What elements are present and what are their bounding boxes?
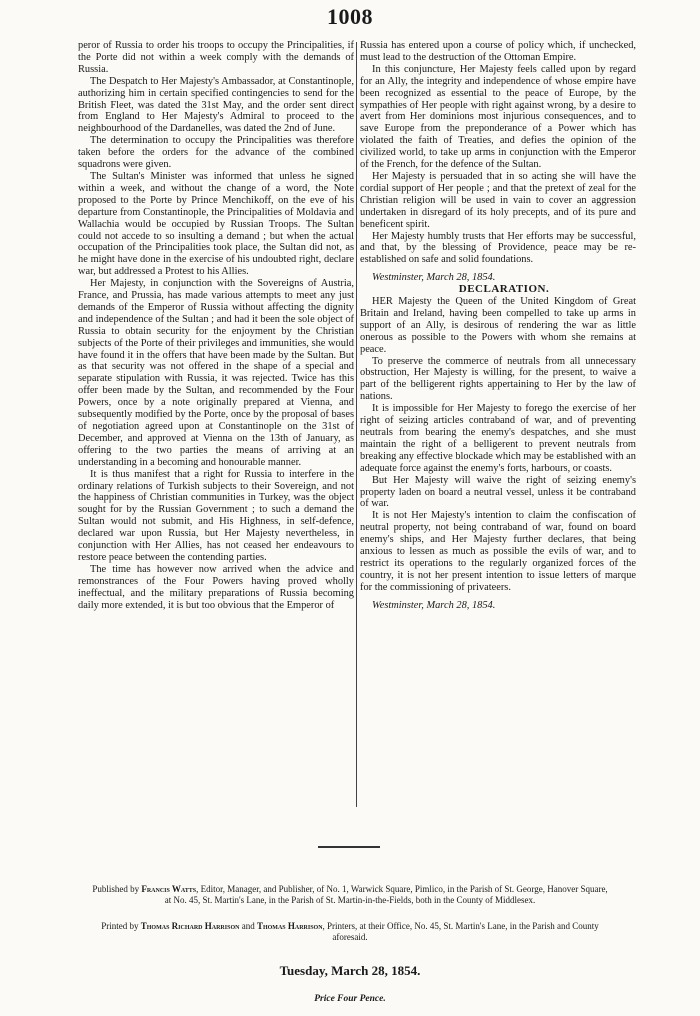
publisher-imprint xyxy=(90,884,610,906)
section-divider xyxy=(318,846,380,848)
paragraph: Her Majesty, in conjunction with the Sovereigns of Austria, France, and Prussia, has made various attempts to meet any just demands of the Emperor of Russia without affecting the dignity and independence of the Sultan ; and had it been the sole object of Russia to obtain security for the enjoyment by the Christian subjects of the Porte of their privileges and immunities, she would have found it in the offers that have been made by the Sultan. But as that security was not offered in the shape of a special and separate stipulation with Russia, it was rejected. Twice has this offer been made by the Sultan, and recommended by the Four Powers, once by a note originally prepared at Vienna, and subsequently modified by the Porte, once by the proposal of bases of negotiation agreed upon at Constantinople on the 31st of December, and approved at Vienna on the 13th of January, as offering to the two parties the means of arriving at an understanding in a becoming and honourable manner. xyxy=(78,278,354,468)
paragraph: The Sultan's Minister was informed that unless he signed within a week, and without the change of a word, the Note proposed to the Porte by Prince Menchikoff, on the eve of his departure from Constantinople, the Principalities of Moldavia and Wallachia would be occupied by Russian Troops. The Sultan could not accede to so insulting a demand ; but when the actual occupation of the Principalities took place, the Sultan did not, as he might have done in the exercise of his undoubted right, declare war, but addressed a Protest to his Allies. xyxy=(78,170,354,278)
paragraph: peror of Russia to order his troops to occupy the Principalities, if the Porte did not within a week comply with the demands of Russia. xyxy=(78,40,354,75)
printer-name-1: Thomas Richard Harrison xyxy=(140,921,240,931)
declaration-heading: DECLARATION. xyxy=(458,283,550,296)
issue-price: Price Four Pence. xyxy=(314,994,386,1004)
printer-and: and xyxy=(239,921,257,931)
paragraph: It is impossible for Her Majesty to forego the exercise of her right of seizing articles contraband of war, and of preventing neutrals from bearing the enemy's despatches, and she must maintain the right of a belligerent to prevent neutrals from breaking any effective blockade which may be established with an adequate force against the enemy's forts, harbours, or coasts. xyxy=(360,403,636,474)
publisher-name: Francis Watts xyxy=(141,884,197,894)
publisher-prefix: Published by xyxy=(92,884,140,894)
paragraph: To preserve the commerce of neutrals from all unnecessary obstruction, Her Majesty is willing, for the present, to waive a part of the belligerent rights appertaining to Her by the law of nations. xyxy=(360,355,636,403)
paragraph: The time has however now arrived when the advice and remonstrances of the Four Powers having proved wholly ineffectual, and the military preparations of Russia becoming daily more extended, it is but too obvious that the Emperor of xyxy=(78,563,354,611)
left-column xyxy=(78,40,354,612)
issue-date: Tuesday, March 28, 1854. xyxy=(279,963,421,978)
printer-text: , Printers, at their Office, No. 45, St. Martin's Lane, in the Parish and County aforesaid. xyxy=(322,921,599,942)
printer-name-2: Thomas Harrison xyxy=(256,921,323,931)
paragraph: The Despatch to Her Majesty's Ambassador, at Constantinople, authorizing him in certain specified contingencies to send for the British Fleet, was dated the 31st May, and the order sent direct from England to Her Majesty's Admiral to proceed to the neighbourhood of the Dardanelles, was dated the 2nd of June. xyxy=(78,75,354,135)
column-divider xyxy=(356,42,357,807)
paragraph: But Her Majesty will waive the right of seizing enemy's property laden on board a neutral vessel, unless it be contraband of war. xyxy=(360,474,636,510)
page-number: 1008 xyxy=(327,4,373,29)
paragraph: Her Majesty is persuaded that in so acting she will have the cordial support of Her people ; and that the pretext of zeal for the Christian religion will be used in vain to cover an aggression undertaken in disregard of its holy precepts, and of its pure and beneficent spirit. xyxy=(360,170,636,230)
publisher-text: , Editor, Manager, and Publisher, of No. 1, Warwick Square, Pimlico, in the Parish of St. George, Hanover Square, at No. 45, St. Martin's Lane, in the Parish of St. Martin-in-the-Fields, both in the County of Middlesex. xyxy=(164,884,608,905)
paragraph: HER Majesty the Queen of the United Kingdom of Great Britain and Ireland, having been compelled to take up arms in support of an Ally, is desirous of rendering the war as little onerous as possible to the Powers with whom she remains at peace. xyxy=(360,296,636,355)
paragraph: It is not Her Majesty's intention to claim the confiscation of neutral property, not being contraband of war, found on board enemy's ships, and Her Majesty further declares, that being anxious to lessen as much as possible the evils of war, and to restrict its operations to the regularly organized forces of the country, it is not her present intention to issue letters of marque for the commissioning of privateers. xyxy=(360,510,636,593)
paragraph: In this conjuncture, Her Majesty feels called upon by regard for an Ally, the integrity and independence of whose empire have been recognized as essential to the peace of Europe, by the sympathies of Her people with right against wrong, by a desire to avert from Her dominions most injurious consequences, and to save Europe from the preponderance of a Power which has violated the faith of Treaties, and defies the opinion of the civilized world, to take up arms in conjunction with the Emperor of the French, for the defence of the Sultan. xyxy=(360,63,636,171)
printer-imprint xyxy=(90,921,610,943)
printer-prefix: Printed by xyxy=(101,921,139,931)
paragraph: It is thus manifest that a right for Russia to interfere in the ordinary relations of Turkish subjects to their Sovereign, and not the happiness of Christian communities in Turkey, was the object sought for by the Russian Government ; to such a demand the Sultan would not submit, and His Highness, in self-defence, declared war upon Russia, but Her Majesty nevertheless, in conjunction with Her Allies, has not ceased her endeavours to restore peace between the contending parties. xyxy=(78,468,354,563)
right-column xyxy=(360,40,636,612)
paragraph: The determination to occupy the Principalities was therefore taken before the orders for the advance of the combined squadrons were given. xyxy=(78,135,354,171)
signature: Westminster, March 28, 1854. xyxy=(372,272,496,284)
declaration-signature: Westminster, March 28, 1854. xyxy=(372,599,496,611)
paragraph: Her Majesty humbly trusts that Her efforts may be successful, and that, by the blessing of Providence, peace may be re-established on safe and solid foundations. xyxy=(360,230,636,266)
paragraph: Russia has entered upon a course of policy which, if unchecked, must lead to the destruction of the Ottoman Empire. xyxy=(360,40,636,63)
